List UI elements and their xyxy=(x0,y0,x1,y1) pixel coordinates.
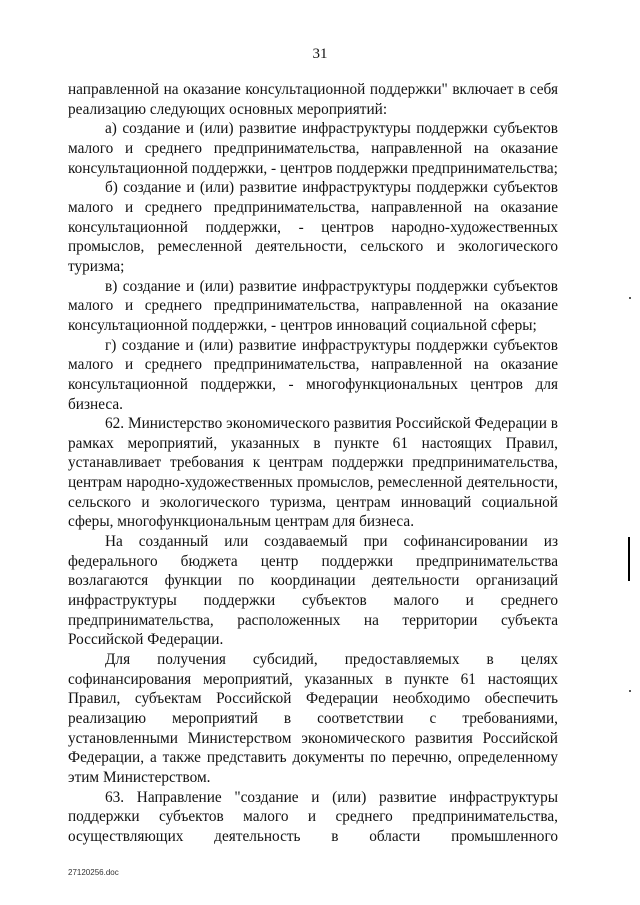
body-text xyxy=(68,80,558,847)
scan-margin-mark xyxy=(628,537,630,581)
paragraph-63: 63. Направление "создание и (или) развитие инфраструктуры поддержки субъектов малого и среднего предпринимательства, осуществляющих деятельность в области промышленного xyxy=(68,788,558,845)
scan-dot-mark xyxy=(629,297,631,299)
paragraph-center-functions: На созданный или создаваемый при софинансировании из федерального бюджета центр поддержки предпринимательства возлагаются функции по координации деятельности организаций инфраструктуры поддержки субъектов малого и среднего предпринимательства, расположенных на территории субъекта Российской Федерации. xyxy=(68,533,558,649)
scan-dot-mark xyxy=(629,690,631,692)
paragraph-intro: направленной на оказание консультационной поддержки" включает в себя реализацию следующих основных мероприятий: xyxy=(68,81,558,118)
page-number: 31 xyxy=(312,46,328,62)
paragraph-62: 62. Министерство экономического развития Российской Федерации в рамках мероприятий, указанных в пункте 61 настоящих Правил, устанавливает требования к центрам поддержки предпринимательства, центрам народно-художественных промыслов, ремесленной деятельности, сельского и экологического туризма, центрам инноваций социальной сферы, многофункциональным центрам для бизнеса. xyxy=(68,415,558,531)
paragraph-item-a: а) создание и (или) развитие инфраструктуры поддержки субъектов малого и среднего предпринимательства, направленной на оказание консультационной поддержки, - центров поддержки предпринимательства; xyxy=(68,120,558,177)
document-code: 27120256.doc xyxy=(68,868,119,877)
paragraph-item-v: в) создание и (или) развитие инфраструктуры поддержки субъектов малого и среднего предпринимательства, направленной на оказание консультационной поддержки, - центров инноваций социальной сферы; xyxy=(68,277,558,334)
paragraph-item-g: г) создание и (или) развитие инфраструктуры поддержки субъектов малого и среднего предпринимательства, направленной на оказание консультационной поддержки, - многофункциональных центров для бизнеса. xyxy=(68,336,558,413)
paragraph-subsidies: Для получения субсидий, предоставляемых в целях софинансирования мероприятий, указанных в пункте 61 настоящих Правил, субъектам Российской Федерации необходимо обеспечить реализацию мероприятий в соответствии с требованиями, установленными Министерством экономического развития Российской Федерации, а также представить документы по перечню, определенному этим Министерством. xyxy=(68,651,558,786)
paragraph-item-b: б) создание и (или) развитие инфраструктуры поддержки субъектов малого и среднего предпринимательства, направленной на оказание консультационной поддержки, - центров народно-художественных промыслов, ремесленной деятельности, сельского и экологического туризма; xyxy=(68,179,558,275)
